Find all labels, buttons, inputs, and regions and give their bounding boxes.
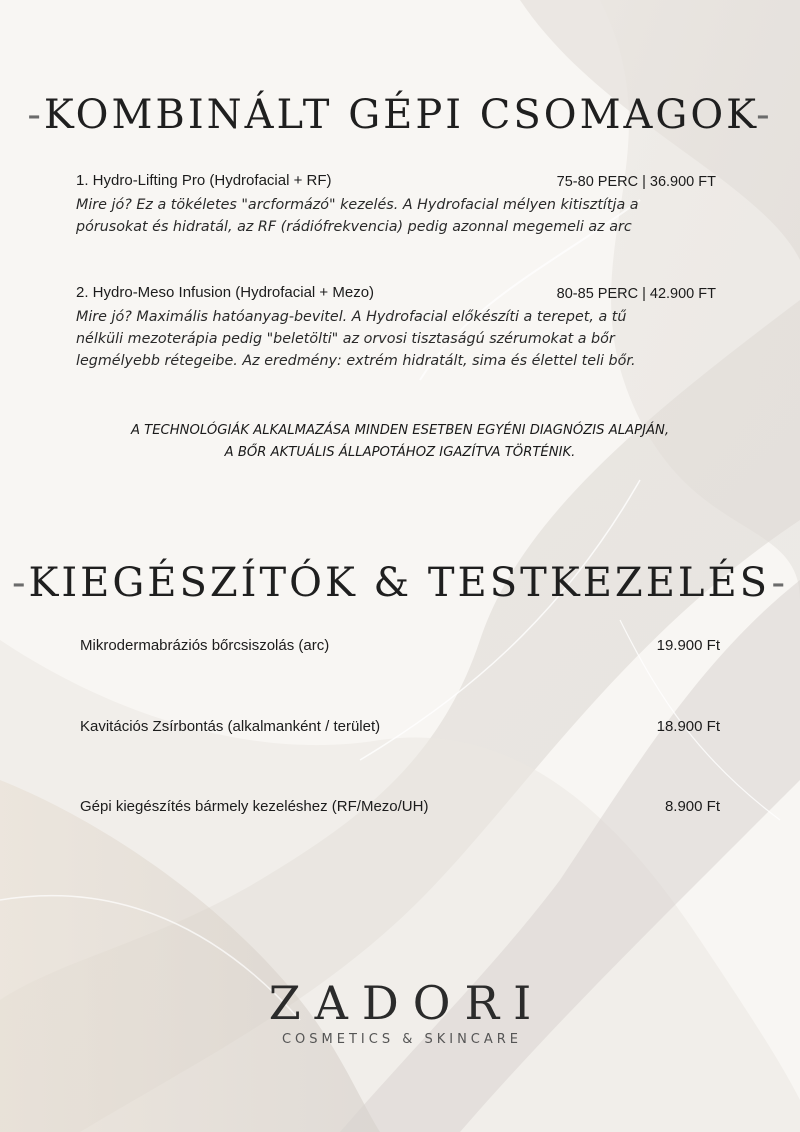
package-price: 75-80 PERC | 36.900 FT [556,174,716,190]
addon-item [80,798,720,820]
section-title-packages: -KOMBINÁLT GÉPI CSOMAGOK- [27,92,773,138]
package-item [76,284,726,372]
package-name: 1. Hydro-Lifting Pro (Hydrofacial + RF) [76,172,332,189]
addon-item [80,637,720,659]
addon-name: Mikrodermabráziós bőrcsiszolás (arc) [80,637,330,654]
diagnosis-note: A TECHNOLÓGIÁK ALKALMAZÁSA MINDEN ESETBEN EGYÉNI DIAGNÓZIS ALAPJÁN, A BŐR AKTUÁLIS ÁLLAPOTÁHOZ IGAZÍTVA TÖRTÉNIK. [130,423,670,460]
addon-item [80,718,720,740]
brand-logo: ZADORI [268,976,546,1030]
addon-name: Gépi kiegészítés bármely kezeléshez (RF/Mezo/UH) [80,798,429,815]
addon-price: 8.900 Ft [664,798,720,815]
package-price: 80-85 PERC | 42.900 FT [556,286,716,302]
package-description: Mire jó? Maximális hatóanyag-bevitel. A Hydrofacial előkészíti a terepet, a tű nélküli mezoterápia pedig "beletölti" az orvosi tisztaságú szérumokat a bőr legmélyebb rétegeibe. Az eredmény: extrém hidratált, sima és élettel teli bőr. [76,309,636,369]
brand-tagline: COSMETICS & SKINCARE [281,1032,523,1047]
addon-price: 19.900 Ft [656,637,720,654]
addon-name: Kavitációs Zsírbontás (alkalmanként / terület) [80,718,381,735]
package-item [76,172,726,238]
section-title-addons: -KIEGÉSZÍTÓK & TESTKEZELÉS- [11,560,789,606]
addon-price: 18.900 Ft [656,718,720,735]
package-description: Mire jó? Ez a tökéletes "arcformázó" kezelés. A Hydrofacial mélyen kitisztítja a pórusokat és hidratál, az RF (rádiófrekvencia) pedig azonnal megemeli az arc [76,197,639,235]
package-name: 2. Hydro-Meso Infusion (Hydrofacial + Mezo) [76,284,375,301]
